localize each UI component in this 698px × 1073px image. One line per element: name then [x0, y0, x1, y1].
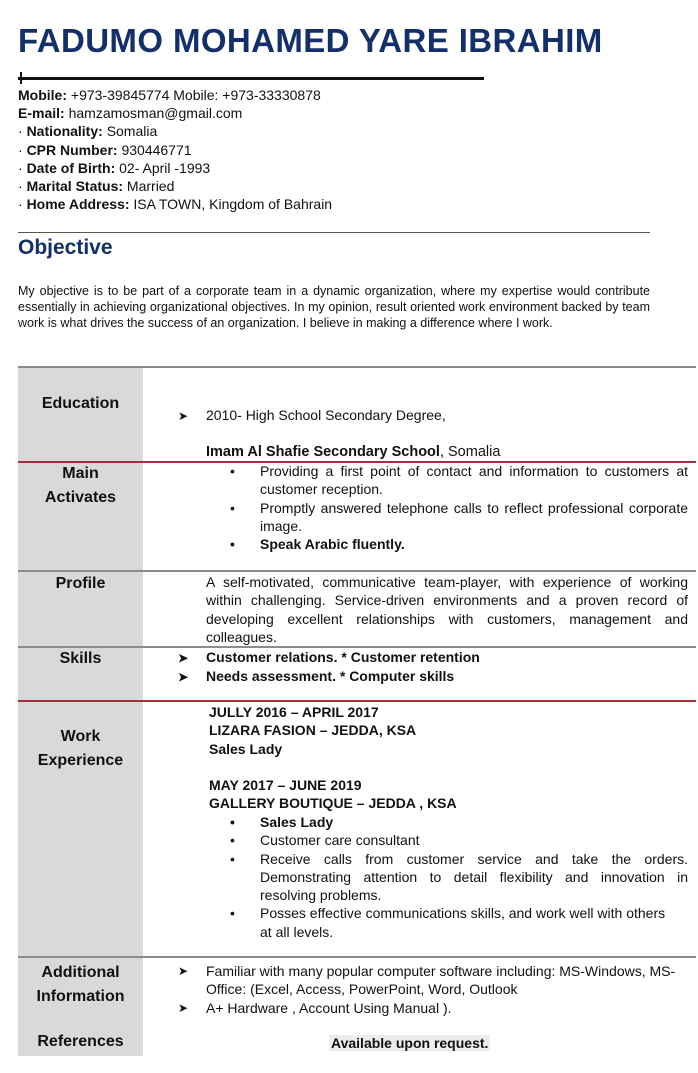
email-value: hamzamosman@gmail.com: [68, 105, 243, 122]
duty-text: Customer care consultant: [260, 832, 420, 849]
objective-heading: Objective: [18, 236, 113, 259]
marital-line: · Marital Status: Married: [18, 178, 175, 195]
email-label: E-mail:: [18, 105, 65, 122]
additional-info-label-line1: Additional: [41, 964, 120, 981]
additional-info-list: [178, 962, 690, 1017]
skills-line: [178, 667, 480, 686]
arrow-bullet-icon: ➤: [178, 651, 189, 665]
bullet-dot-icon: •: [230, 814, 235, 830]
nationality-value: Somalia: [106, 123, 158, 140]
education-school-location: , Somalia: [439, 444, 501, 460]
activity-text: Providing a first point of contact and information to customers at customer reception.: [260, 463, 688, 498]
job1-block: [209, 703, 416, 758]
list-item: [178, 999, 690, 1017]
arrow-bullet-icon: ➤: [178, 964, 189, 978]
list-item: [230, 499, 688, 536]
cpr-label: CPR Number:: [26, 141, 118, 158]
bullet-dot-icon: •: [230, 536, 235, 553]
table-top-rule: [18, 366, 696, 368]
address-value: ISA TOWN, Kingdom of Bahrain: [133, 196, 333, 213]
list-item: [178, 962, 690, 999]
additional-info-label-line2: Information: [36, 988, 125, 1005]
arrow-bullet-icon: ➤: [178, 670, 189, 685]
additional-text: Familiar with many popular computer software including: MS-Windows, MS-Office: (Excel, Access, PowerPoint, Word, Outlook: [206, 963, 676, 998]
duty-text: Posses effective communications skills, and work well with others at all levels.: [260, 905, 666, 940]
nationality-label: Nationality:: [26, 123, 103, 140]
mobile-label: Mobile:: [18, 87, 67, 103]
nationality-line: · Nationality: Somalia: [18, 123, 158, 140]
bullet-dot-icon: •: [230, 499, 235, 516]
objective-divider: [18, 232, 650, 233]
marital-value: Married: [126, 178, 175, 195]
name-underline: [18, 77, 484, 80]
job2-company: GALLERY BOUTIQUE – JEDDA , KSA: [209, 795, 457, 812]
cpr-value: 930446771: [121, 141, 192, 158]
additional-text: A+ Hardware , Account Using Manual ).: [206, 999, 452, 1016]
references-text-wrap: [329, 1034, 490, 1052]
references-text: Available upon request.: [331, 1035, 489, 1051]
list-item: [230, 904, 670, 941]
job1-title: Sales Lady: [209, 740, 283, 757]
education-school: Imam Al Shafie Secondary School: [206, 444, 440, 460]
resume-table: [18, 366, 696, 1056]
work-experience-label: [18, 725, 143, 773]
main-activities-label: [18, 462, 143, 510]
bullet-dot-icon: •: [230, 850, 235, 867]
skills-text: Customer relations. * Customer retention: [206, 649, 480, 665]
education-school-line: [206, 443, 500, 461]
arrow-bullet-icon: ➤: [178, 1000, 189, 1015]
job1-company: LIZARA FASION – JEDDA, KSA: [209, 722, 417, 739]
dob-label: Date of Birth:: [26, 159, 116, 176]
rule-after-skills: [18, 700, 696, 702]
skills-line: [178, 648, 480, 667]
list-item: [230, 813, 688, 831]
arrow-bullet-icon: ➤: [178, 409, 189, 423]
main-activities-label-line2: Activates: [44, 489, 117, 506]
job2-block: [209, 776, 457, 813]
candidate-name: FADUMO MOHAMED YARE IBRAHIM: [18, 22, 603, 59]
job2-dates: MAY 2017 – JUNE 2019: [209, 777, 362, 793]
email-line: [18, 104, 332, 122]
dob-value: 02- April -1993: [119, 159, 211, 176]
address-line: · Home Address: ISA TOWN, Kingdom of Bahrain: [18, 196, 333, 213]
activity-text: Speak Arabic fluently.: [260, 536, 405, 553]
bullet-dot-icon: •: [230, 905, 235, 922]
contact-block: [18, 86, 332, 213]
activity-text: Promptly answered telephone calls to reflect professional corporate image.: [260, 499, 688, 534]
profile-text: A self-motivated, communicative team-player, with experience of working within challenging. Service-driven environments and a proven record of developing excellent relationships with customers, management and colleagues.: [206, 574, 688, 645]
duty-text: Sales Lady: [260, 814, 334, 830]
mobile-value: +973-39845774 Mobile: +973-33330878: [70, 87, 321, 103]
list-item: [230, 831, 688, 849]
education-degree-line: [178, 406, 446, 425]
address-label: Home Address:: [26, 196, 130, 213]
job2-duties-list: [230, 813, 688, 941]
objective-text: My objective is to be part of a corporate team in a dynamic organization, where my expertise would contribute essentially in achieving organizational objectives. In my opinion, result oriented work environment backed by team work is what drives the success of an organization. I believe in making a difference where I work.: [18, 284, 650, 330]
additional-info-label: [18, 961, 143, 1009]
main-activities-list: [230, 462, 688, 553]
bullet-dot-icon: •: [230, 463, 235, 479]
rule-after-work: [18, 956, 696, 958]
list-item: [230, 535, 688, 553]
job1-dates: JULLY 2016 – APRIL 2017: [209, 704, 379, 720]
work-experience-label-line1: Work: [60, 728, 101, 745]
bullet-dot-icon: •: [230, 832, 235, 849]
education-label: Education: [41, 395, 120, 412]
skills-label: Skills: [59, 650, 102, 667]
list-item: [230, 462, 688, 499]
cpr-line: · CPR Number: 930446771: [18, 141, 192, 158]
skills-list: [178, 648, 480, 687]
work-experience-label-line2: Experience: [37, 752, 124, 769]
skills-text: Needs assessment. * Computer skills: [206, 668, 455, 685]
list-item: [230, 850, 688, 905]
mobile-line: [18, 86, 332, 104]
profile-label: Profile: [55, 575, 106, 592]
main-activities-label-line1: Main: [62, 465, 99, 482]
duty-text: Receive calls from customer service and take the orders. Demonstrating attention to detail flexibility and innovation in resolving problems.: [260, 850, 688, 904]
dob-line: · Date of Birth: 02- April -1993: [18, 159, 211, 176]
marital-label: Marital Status:: [26, 178, 124, 195]
references-label: References: [37, 1033, 124, 1050]
education-degree: 2010- High School Secondary Degree,: [206, 407, 446, 423]
